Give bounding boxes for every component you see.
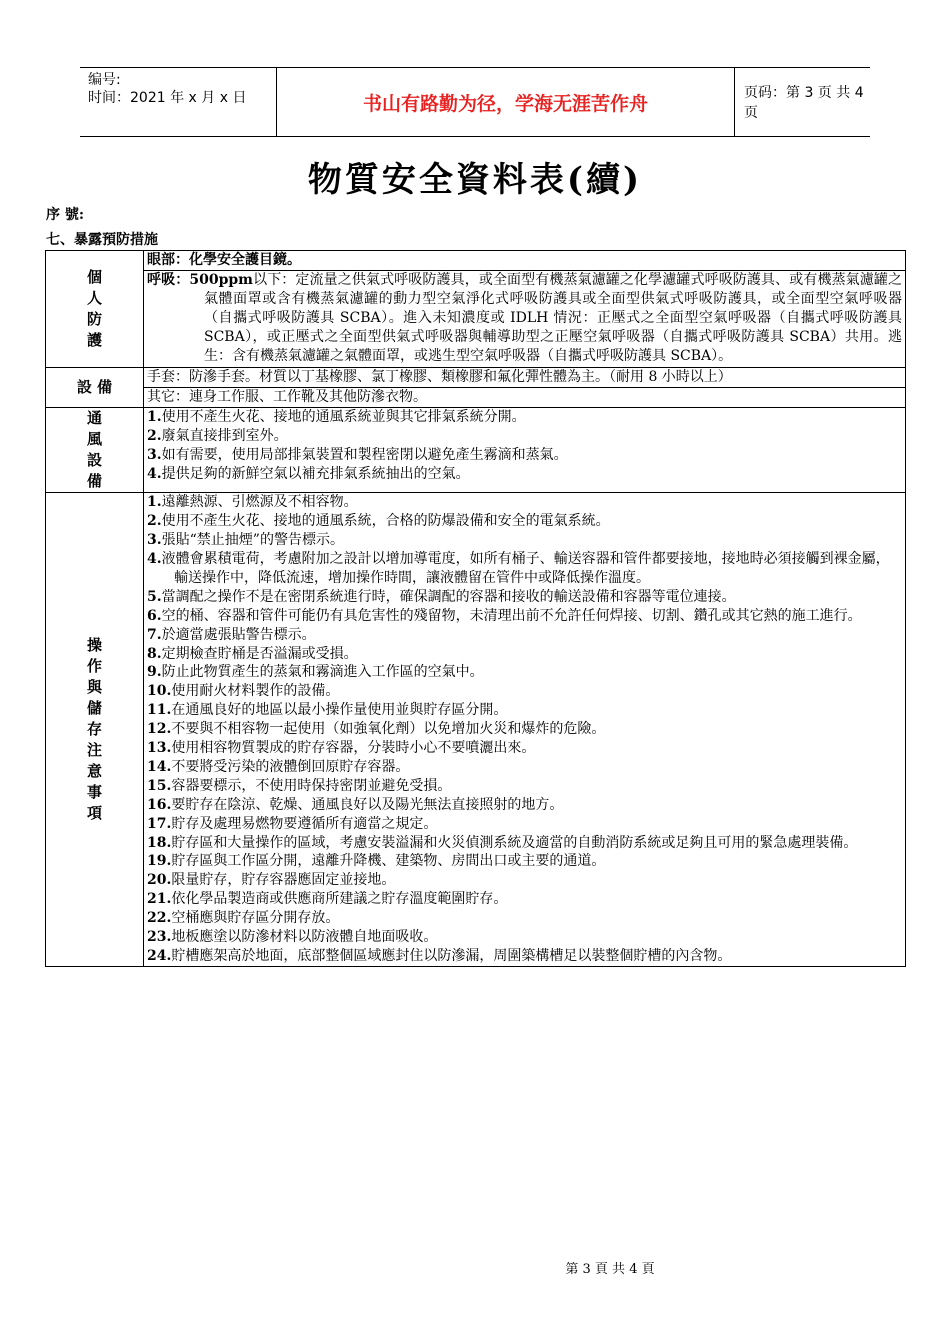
list-item: 19.貯存區與工作區分開，遠離升降機、建築物、房間出口或主要的通道。	[147, 853, 606, 870]
serial-label: 序 號:	[46, 207, 85, 223]
list-item: 17.貯存及處理易燃物要遵循所有適當之規定。	[147, 815, 438, 832]
ventilation-list	[144, 408, 906, 493]
list-item: 8.定期檢查貯桶是否溢漏或受損。	[147, 645, 358, 662]
handling-storage-list	[144, 493, 906, 967]
list-item: 16.要貯存在陰涼、乾燥、通風良好以及陽光無法直接照射的地方。	[147, 796, 564, 813]
list-item: 14.不要將受污染的液體倒回原貯存容器。	[147, 758, 410, 775]
list-item: 5.當調配之操作不是在密閉系統進行時，確保調配的容器和接收的輸送設備和容器等電位連接。	[147, 588, 736, 605]
page-header	[80, 67, 870, 137]
list-item: 15.容器要標示，不使用時保持密閉並避免受損。	[147, 777, 452, 794]
list-item: 12.不要與不相容物一起使用（如強氧化劑）以免增加火災和爆炸的危險。	[147, 721, 606, 738]
list-item: 13.使用相容物質製成的貯存容器，分裝時小心不要噴灑出來。	[147, 740, 536, 757]
eye-protection: 眼部：化學安全護目鏡。	[144, 251, 906, 271]
list-item: 22.空桶應與貯存區分開存放。	[147, 910, 340, 927]
gloves: 手套：防滲手套。材質以丁基橡膠、氯丁橡膠、類橡膠和氟化彈性體為主。（耐用 8 小時以上）	[144, 368, 906, 388]
personal-protection-label: 個 人 防 護	[46, 251, 144, 368]
list-item: 10.使用耐火材料製作的設備。	[147, 683, 340, 700]
header-slogan: 书山有路勤为径，学海无涯苦作舟	[277, 68, 735, 136]
list-item: 2.廢氣直接排到室外。	[147, 428, 288, 445]
list-item: 23.地板應塗以防滲材料以防液體自地面吸收。	[147, 929, 438, 946]
ventilation-label: 通 風 設 備	[46, 408, 144, 493]
list-item: 2.使用不產生火花、接地的通風系統，合格的防爆設備和安全的電氣系統。	[147, 513, 610, 530]
header-page: 页码：第 3 页 共 4 页	[744, 85, 864, 121]
document-title: 物質安全資料表(續)	[307, 160, 643, 200]
respiratory-protection: 呼吸：500ppm以下：定流量之供氣式呼吸防護具，或全面型有機蒸氣濾罐之化學濾罐式呼吸防護具、或有機蒸氣濾罐之氣體面罩或含有機蒸氣濾罐的動力型空氣淨化式呼吸防護具或全面型供氣式呼吸防護具，或全面型空氣呼吸器（自攜式呼吸防護具 SCBA）。進入未知濃度或 IDLH 情況：正壓式之全面型空氣呼吸器（自攜式呼吸防護具 SCBA），或正壓式之全面型供氣式呼吸器與輔導助型之正壓空氣呼吸器（自攜式呼吸防護具 SCBA）共用。逃生：含有機蒸氣濾罐之氣體面罩，或逃生型空氣呼吸器（自攜式呼吸防護具 SCBA）。	[144, 270, 906, 368]
equipment-label: 設 備	[46, 368, 144, 408]
doc-date: 时间：2021 年 x 月 x 日	[88, 90, 247, 106]
list-item: 4.提供足夠的新鮮空氣以補充排氣系統抽出的空氣。	[147, 465, 470, 482]
doc-number: 编号:	[88, 72, 121, 88]
page-footer: 第 3 頁 共 4 頁	[565, 1262, 655, 1277]
handling-storage-label: 操 作 與 儲 存 注 意 事 項	[46, 493, 144, 967]
list-item: 9.防止此物質產生的蒸氣和霧滴進入工作區的空氣中。	[147, 664, 484, 681]
list-item: 6.空的桶、容器和管件可能仍有具危害性的殘留物，未清理出前不允許任何焊接、切割、鑽孔或其它熱的施工進行。	[147, 607, 862, 624]
list-item: 24.貯槽應架高於地面，底部整個區域應封住以防滲漏，周圍築構槽足以裝整個貯槽的內含物。	[147, 948, 732, 964]
section-title: 七、暴露預防措施	[46, 232, 158, 248]
other-equipment: 其它：連身工作服、工作靴及其他防滲衣物。	[144, 388, 906, 408]
list-item: 21.依化學品製造商或供應商所建議之貯存溫度範圍貯存。	[147, 891, 508, 908]
header-info	[80, 68, 277, 136]
list-item: 1.遠離熱源、引燃源及不相容物。	[147, 494, 358, 511]
list-item: 3.如有需要，使用局部排氣裝置和製程密閉以避免產生霧滴和蒸氣。	[147, 447, 568, 464]
exposure-table	[45, 250, 906, 967]
list-item: 3.張貼“禁止抽煙”的警告標示。	[147, 532, 344, 549]
list-item: 11.在通風良好的地區以最小操作量使用並與貯存區分開。	[147, 702, 508, 719]
list-item: 18.貯存區和大量操作的區域，考慮安裝溢漏和火災偵測系統及適當的自動消防系統或足夠且可用的緊急處理裝備。	[147, 834, 858, 851]
list-item: 20.限量貯存，貯存容器應固定並接地。	[147, 872, 396, 889]
list-item: 7.於適當處張貼警告標示。	[147, 626, 316, 643]
list-item: 4.液體會累積電荷，考慮附加之設計以增加導電度，如所有桶子、輸送容器和管件都要接地，接地時必須接觸到裸金屬，輸送操作中，降低流速，增加操作時間，讓液體留在管件中或降低操作溫度。	[147, 550, 890, 586]
list-item: 1.使用不產生火花、接地的通風系統並與其它排氣系統分開。	[147, 409, 526, 426]
